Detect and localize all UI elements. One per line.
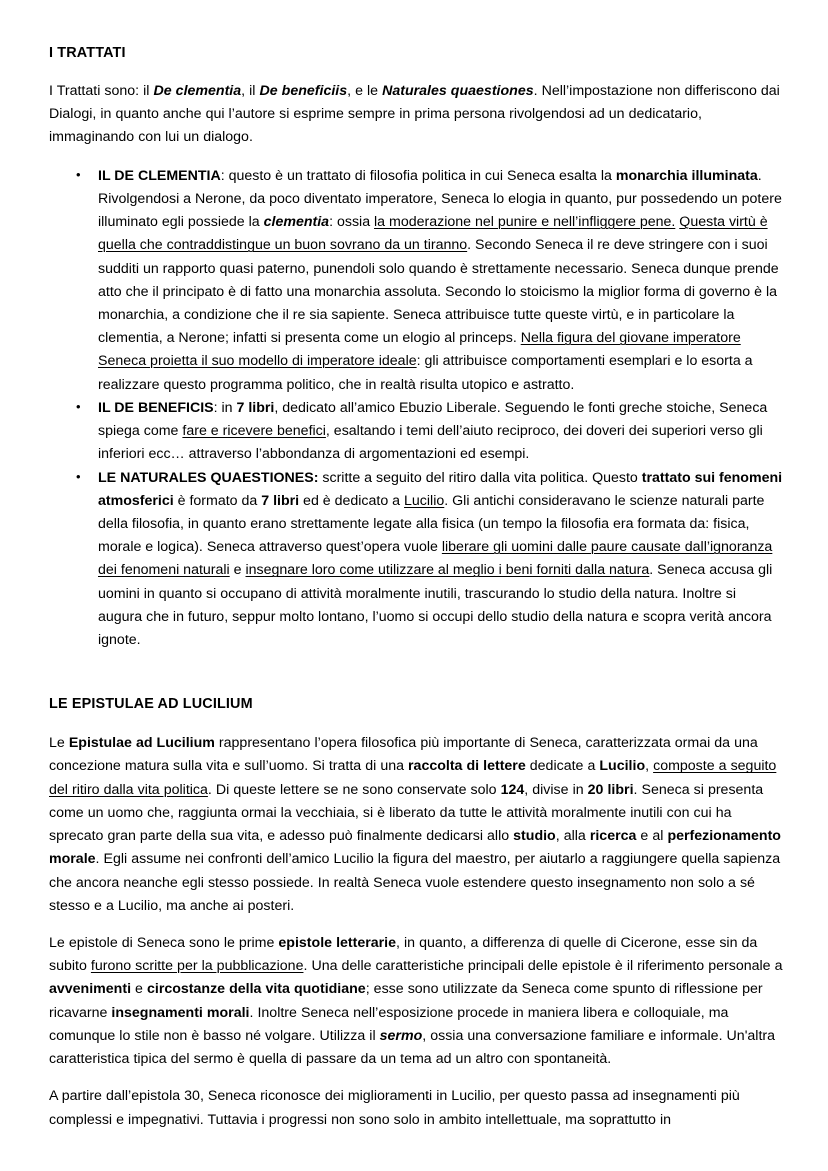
term-lucilio: Lucilio: [599, 758, 646, 775]
trattati-list: [49, 165, 784, 653]
intro-paragraph-trattati: I Trattati sono: il De clementia, il De beneficiis, e le Naturales quaestiones. Nell’impostazione non differiscono dai Dialogi, in quanto anche qui l’autore si esprime sempre in prima persona rivolgendosi ad un dedicatario, immaginando con lui un dialogo.: [49, 83, 780, 146]
underlined-lucilio: Lucilio: [404, 492, 445, 509]
term-circostanze-vita-quotidiane: circostanze della vita quotidiane: [147, 981, 366, 998]
term-avvenimenti: avvenimenti: [49, 981, 132, 998]
spacer: [49, 918, 784, 932]
list-item-label: IL DE BENEFICIS: [98, 399, 214, 416]
spacer: [49, 62, 784, 80]
spacer: [49, 713, 784, 732]
paragraph-epistola-30: A partire dall’epistola 30, Seneca riconosce dei miglioramenti in Lucilio, per questo passa ad insegnamenti più complessi e impegnativi. Tuttavia i progressi non sono solo in ambito intellettuale, ma soprattutto in: [49, 1088, 740, 1128]
term-7-libri: 7 libri: [236, 399, 275, 416]
list-item-label: LE NATURALES QUAESTIONES:: [98, 469, 319, 486]
list-item-text: • IL DE BENEFICIS: in 7 libri, dedicato all’amico Ebuzio Liberale. Seguendo le fonti greche stoiche, Seneca spiega come fare e ricevere benefici, esaltando i temi dell’aiuto reciproco, dei doveri dei superiori verso gli inferiori ecc… attraverso l’abbondanza di argomentazioni ed esempi.: [98, 399, 768, 463]
term-monarchia-illuminata: monarchia illuminata: [615, 167, 758, 184]
underlined-liberare-uomini: liberare gli uomini dalle paure causate dall’ignoranza dei fenomeni naturali: [98, 539, 773, 579]
term-ricerca: ricerca: [589, 828, 637, 845]
work-title-de-clementia: De clementia: [153, 83, 242, 99]
underlined-ideal-emperor: Nella figura del giovane imperatore Seneca proietta il suo modello di imperatore ideale: [98, 330, 741, 370]
underlined-virtue-statement: Questa virtù è quella che contraddistingue un buon sovrano da un tiranno: [98, 214, 768, 254]
underlined-furono-scritte-pubblicazione: furono scritte per la pubblicazione: [90, 958, 304, 975]
list-item-de-beneficis: [49, 397, 784, 467]
underlined-composte-ritiro: composte a seguito del ritiro dalla vita politica: [49, 758, 777, 798]
spacer: [49, 1071, 784, 1085]
term-perfezionamento-morale: perfezionamento morale: [49, 828, 781, 868]
page-title-i-trattati: I TRATTATI: [49, 45, 126, 61]
page-title-le-epistulae-ad-lucilium: LE EPISTULAE AD LUCILIUM: [49, 696, 253, 713]
underlined-definition-clementia: la moderazione nel punire e nell’infliggere pene.: [374, 214, 676, 231]
paragraph-epistulae-overview: Le Epistulae ad Lucilium rappresentano l’opera filosofica più importante di Seneca, caratterizzata ormai da una concezione matura sulla vita e sull’uomo. Si tratta di una raccolta di lettere dedicate a Lucilio, composte a seguito del ritiro dalla vita politica. Di queste lettere se ne sono conservate solo 124, divise in 20 libri. Seneca si presenta come un uomo che, raggiunta ormai la vecchiaia, si è liberato da tutte le attività moralmente inutili con cui ha sprecato gran parte della sua vita, e adesso può finalmente dedicarsi allo studio, alla ricerca e al perfezionamento morale. Egli assume nei confronti dell’amico Lucilio la figura del maestro, per aiutarlo a raggiungere quella sapienza che ancora neanche egli stesso possiede. In realtà Seneca vuole estendere questo insegnamento non solo a sé stesso e a Lucilio, ma anche ai posteri.: [49, 735, 781, 914]
term-7-libri: 7 libri: [261, 492, 300, 509]
term-clementia: clementia: [263, 214, 330, 231]
paragraph-epistole-letterarie: Le epistole di Seneca sono le prime epistole letterarie, in quanto, a differenza di quelle di Cicerone, esse sin da subito furono scritte per la pubblicazione. Una delle caratteristiche principali delle epistole è il riferimento personale a avvenimenti e circostanze della vita quotidiane; esse sono utilizzate da Seneca come spunto di riflessione per ricavarne insegnamenti morali. Inoltre Seneca nell’esposizione procede in maniera libera e colloquiale, ma comunque lo stile non è basso né volgare. Utilizza il sermo, ossia una conversazione familiare e informale. Un'altra caratteristica tipica del sermo è quella di passare da un tema ad un altro con spontaneità.: [49, 935, 783, 1068]
list-item-label: IL DE CLEMENTIA: [98, 167, 221, 184]
term-epistulae-ad-lucilium: Epistulae ad Lucilium: [68, 735, 215, 752]
term-count-124: 124: [500, 781, 525, 798]
term-20-libri: 20 libri: [587, 781, 634, 798]
list-item-de-clementia: [49, 165, 784, 397]
list-item-text: • IL DE CLEMENTIA: questo è un trattato di filosofia politica in cui Seneca esalta la monarchia illuminata. Rivolgendosi a Nerone, da poco diventato imperatore, Seneca lo elogia in quanto, pur possedendo un potere illuminato egli possiede la clementia: ossia la moderazione nel punire e nell’infliggere pene. Questa virtù è quella che contraddistingue un buon sovrano da un tiranno. Secondo Seneca il re deve stringere con i suoi sudditi un rapporto quasi paterno, punendoli solo quando è strettamente necessario. Seneca dunque prende atto che il principato è di fatto una monarchia assoluta. Secondo lo stoicismo la miglior forma di governo è la monarchia, a condizione che il re sia sapiente. Seneca attribuisce tutte queste virtù, e in particolare la clementia, a Nerone; infatti si presenta come un elogio al princeps. Nella figura del giovane imperatore Seneca proietta il suo modello di imperatore ideale: gli attribuisce comportamenti esemplari e lo esorta a realizzare questo programma politico, che in realtà risulta utopico e astratto.: [98, 167, 782, 393]
list-item-text: • LE NATURALES QUAESTIONES: scritte a seguito del ritiro dalla vita politica. Questo trattato sui fenomeni atmosferici è formato da 7 libri ed è dedicato a Lucilio. Gli antichi consideravano le scienze naturali parte della filosofia, in quanto erano strettamente legate alla fisica (un tempo la filosofia era formata da: fisica, morale e logica). Seneca attraverso quest’opera vuole liberare gli uomini dalle paure causate dall’ignoranza dei fenomeni naturali e insegnare loro come utilizzare al meglio i beni forniti dalla natura. Seneca accusa gli uomini in quanto si occupano di attività moralmente inutili, trascurando lo studio della natura. Inoltre si augura che in futuro, seppur molto lontano, l’uomo si occupi dello studio della natura e scopra verità ancora ignote.: [98, 469, 783, 649]
term-sermo: sermo: [379, 1027, 423, 1044]
term-epistole-letterarie: epistole letterarie: [278, 935, 397, 951]
work-title-naturales-quaestiones: Naturales quaestiones: [382, 83, 534, 99]
document-body: [49, 44, 784, 1132]
term-trattato-fenomeni-atmosferici: trattato sui fenomeni atmosferici: [98, 469, 783, 509]
list-item-naturales-quaestiones: [49, 467, 784, 653]
work-title-de-beneficiis: De beneficiis: [259, 83, 348, 99]
spacer: [49, 150, 784, 165]
term-studio: studio: [513, 828, 556, 845]
underlined-fare-ricevere-benefici: fare e ricevere benefici: [182, 423, 326, 440]
spacer: [49, 652, 784, 695]
underlined-insegnare-utilizzare: insegnare loro come utilizzare al meglio i beni forniti dalla natura: [245, 562, 650, 579]
term-raccolta-di-lettere: raccolta di lettere: [408, 758, 526, 775]
term-insegnamenti-morali: insegnamenti morali: [111, 1004, 250, 1021]
